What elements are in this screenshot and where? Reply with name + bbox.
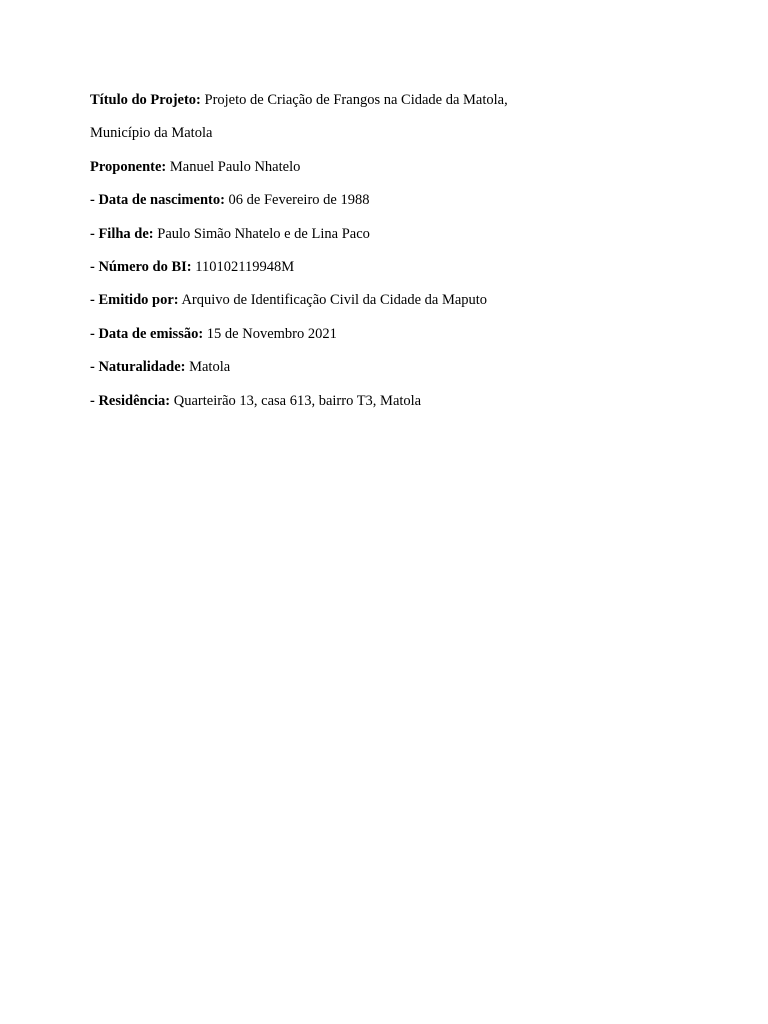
detail-label: - Data de emissão: — [90, 325, 204, 342]
detail-value: Paulo Simão Nhatelo e de Lina Paco — [157, 225, 370, 242]
project-title-label: Título do Projeto: — [90, 92, 201, 108]
detail-issue-date — [90, 324, 690, 344]
detail-residence — [90, 391, 690, 411]
detail-issued-by — [90, 290, 690, 310]
detail-value: 15 de Novembro 2021 — [206, 325, 337, 342]
detail-label: - Naturalidade: — [90, 359, 186, 376]
detail-birth-date — [90, 190, 690, 210]
detail-parents — [90, 224, 690, 244]
detail-birthplace — [90, 357, 690, 377]
document-body — [90, 90, 690, 424]
project-title-continuation: Município da Matola — [90, 125, 213, 142]
proponent-value: Manuel Paulo Nhatelo — [169, 158, 301, 175]
project-title-line — [90, 90, 690, 110]
proponent-line — [90, 157, 690, 177]
proponent-label: Proponente: — [90, 158, 167, 175]
detail-label: - Residência: — [90, 392, 171, 409]
detail-id-number — [90, 257, 690, 277]
detail-value: 110102119948M — [195, 258, 295, 275]
detail-value: Arquivo de Identificação Civil da Cidade da Maputo — [181, 292, 488, 309]
detail-value: Quarteirão 13, casa 613, bairro T3, Matola — [173, 392, 422, 409]
project-title-value: Projeto de Criação de Frangos na Cidade da Matola, — [204, 92, 508, 108]
detail-label: - Filha de: — [90, 225, 154, 242]
detail-label: - Data de nascimento: — [90, 192, 225, 209]
detail-label: - Emitido por: — [90, 292, 179, 309]
detail-value: Matola — [189, 359, 231, 376]
detail-value: 06 de Fevereiro de 1988 — [228, 192, 370, 209]
detail-label: - Número do BI: — [90, 258, 192, 275]
